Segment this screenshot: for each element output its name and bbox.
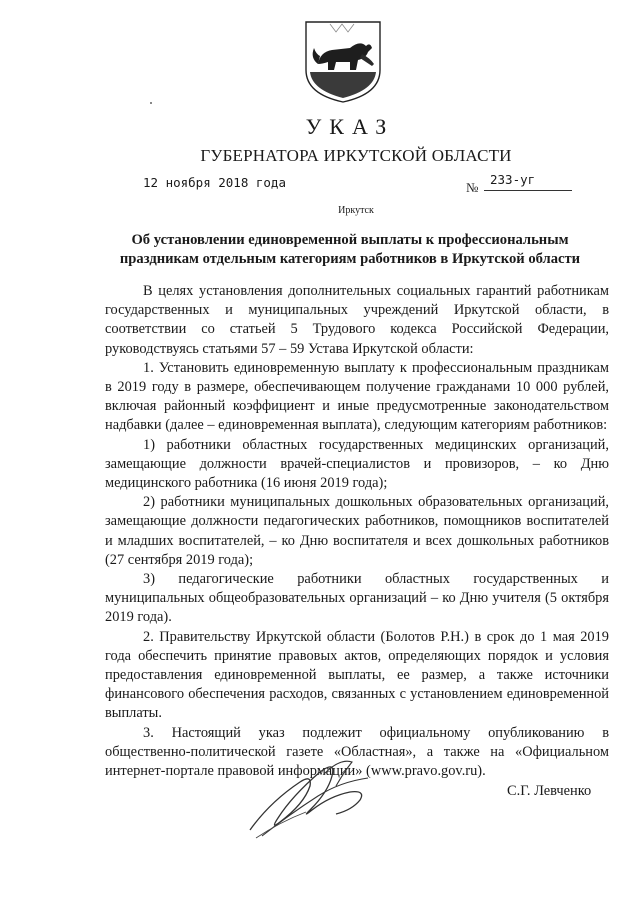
handwritten-signature-icon <box>240 752 390 844</box>
subclause-1-paragraph: 1) работники областных государственных медицинских организаций, замещающие должности врачей-специалистов и провизоров, – ко Дню медицинского работника (16 июня 2019 года); <box>105 436 609 492</box>
city-name: Иркутск <box>338 205 374 216</box>
number-label: № <box>466 180 479 195</box>
clause-1-paragraph: 1. Установить единовременную выплату к профессиональным праздникам в 2019 году в размере, обеспечивающем получение гражданами 10 000 рублей, включая районный коэффициент и иные предусмотренные законодательством надбавки (далее – единовременная выплата), следующим категориям работников: <box>105 359 609 434</box>
heading-line-1: Об установлении единовременной выплаты к профессиональным <box>131 232 569 248</box>
decree-body <box>105 282 609 781</box>
decree-heading <box>100 231 600 269</box>
decree-number: 233-уг <box>484 172 572 191</box>
preamble-paragraph: В целях установления дополнительных социальных гарантий работникам государственных и муниципальных учреждений Иркутской области, в соответствии со статьей 5 Трудового кодекса Российской Федерации, руководствуясь статьями 57 – 59 Устава Иркутской области: <box>105 283 609 357</box>
document-subtitle: ГУБЕРНАТОРА ИРКУТСКОЙ ОБЛАСТИ <box>200 146 512 165</box>
subclause-3-paragraph: 3) педагогические работники областных государственных и муниципальных общеобразовательных организаций – ко Дню учителя (5 октября 2019 года). <box>105 571 609 626</box>
subclause-2-paragraph: 2) работники муниципальных дошкольных образовательных организаций, замещающие должности педагогических работников, помощников воспитателей и младших воспитателей, – ко Дню воспитателя и всех дошкольных работников (27 сентября 2019 года); <box>105 494 609 568</box>
clause-2-paragraph: 2. Правительству Иркутской области (Болотов Р.Н.) в срок до 1 мая 2019 года обеспечить принятие правовых актов, определяющих порядок и условия предоставления единовременной выплаты, ее размер, а также источники финансового обеспечения расходов, связанных с установлением единовременной выплаты. <box>105 628 609 722</box>
scan-speck <box>150 102 152 104</box>
heading-line-2: праздникам отдельным категориям работников в Иркутской области <box>119 251 581 267</box>
document-title: УКАЗ <box>305 114 395 139</box>
clause-3-paragraph: 3. Настоящий указ подлежит официальному опубликованию в общественно-политической газете «Областная», а также на «Официальном интернет-портале правовой информации» (www.pravo.gov.ru). <box>105 724 609 780</box>
babr-emblem-icon <box>300 18 386 104</box>
signer-name: С.Г. Левченко <box>507 783 592 799</box>
coat-of-arms-icon <box>300 18 386 104</box>
decree-date: 12 ноября 2018 года <box>143 175 286 190</box>
